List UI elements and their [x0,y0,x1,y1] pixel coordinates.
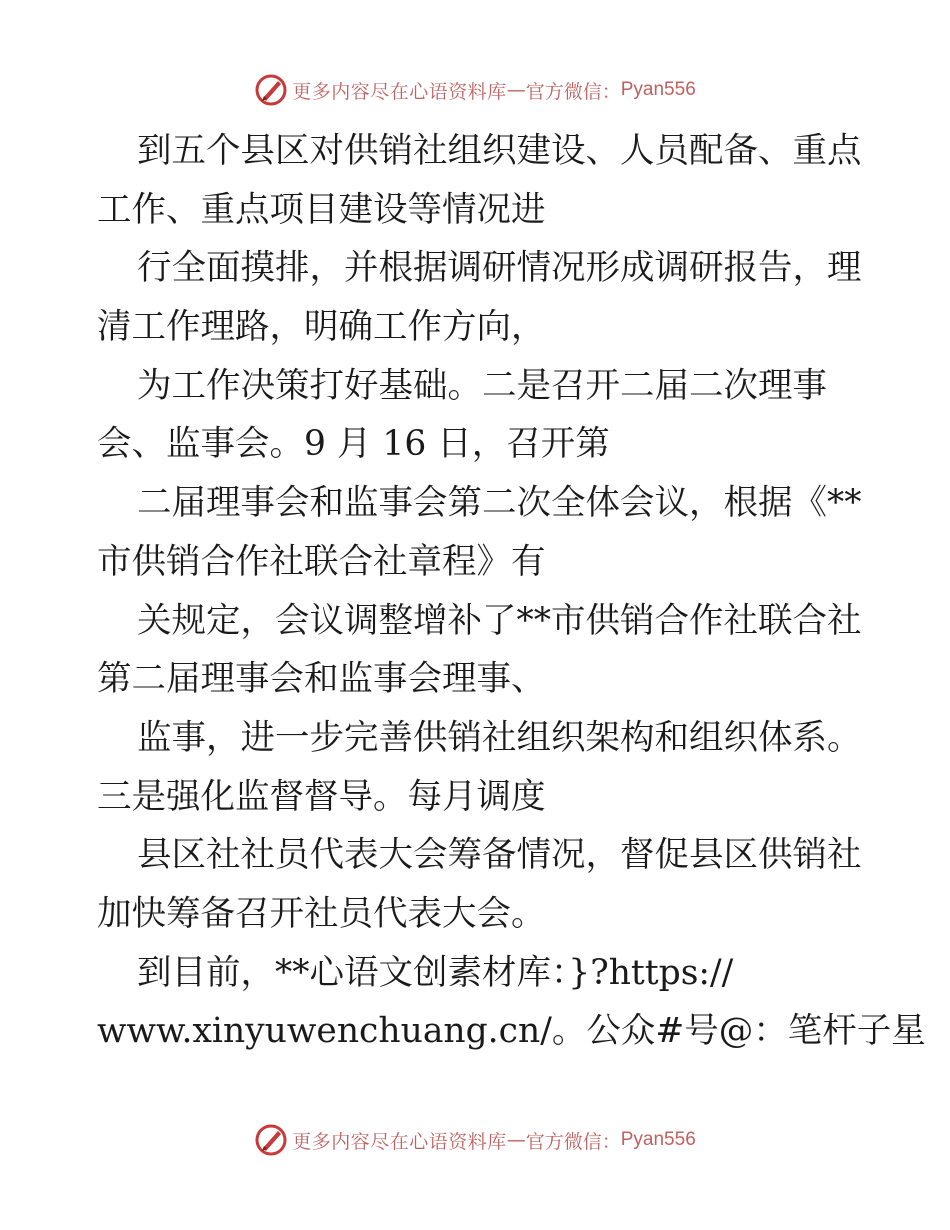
header-banner-wechat-id: Pyan556 [620,79,696,100]
text-line: 到目前，**心语文创素材库：}?https:// [137,952,734,993]
text-line: 到五个县区对供销社组织建设、人员配备、重点 [137,131,862,171]
text-line: 三是强化监督督导。每月调度 [97,776,546,817]
text-line: 二届理事会和监事会第二次全体会议，根据《** [137,483,862,524]
footer-banner-dash: — [506,1129,526,1151]
text-line: 加快筹备召开社员代表大会。 [97,893,546,934]
footer-banner-wechat-id: Pyan556 [620,1129,696,1150]
text-line: 行全面摸排，并根据调研情况形成调研报告，理 [137,248,862,289]
header-banner-title: 更多内容尽在心语资料库 [292,80,507,103]
text-line: www.xinyuwenchuang.cn/。公众#号@：笔杆子星 [97,1011,926,1052]
footer-banner-title: 更多内容尽在心语资料库 [292,1130,507,1153]
text-line: 为工作决策打好基础。二是召开二届二次理事 [137,365,827,406]
text-line: 会、监事会。9 月 16 日，召开第 [97,424,610,465]
text-line: 清工作理路，明确工作方向， [97,307,546,348]
header-banner [0,70,950,110]
text-line: 县区社社员代表大会筹备情况，督促县区供销社 [137,835,862,876]
footer-banner [0,1120,950,1160]
text-line: 关规定，会议调整增补了**市供销合作社联合社 [137,600,862,641]
text-line: 第二届理事会和监事会理事、 [97,659,546,700]
pen-logo-icon [254,73,288,107]
header-banner-wechat-label: 官方微信： [525,80,621,103]
pen-logo-icon [254,1123,288,1157]
document-body [97,122,926,1061]
text-line: 市供销合作社联合社章程》有 [97,541,546,582]
header-banner-dash: — [506,79,526,101]
footer-banner-wechat-label: 官方微信： [525,1130,621,1153]
text-line: 监事，进一步完善供销社组织架构和组织体系。 [137,717,862,758]
text-line: 工作、重点项目建设等情况进 [97,189,546,230]
